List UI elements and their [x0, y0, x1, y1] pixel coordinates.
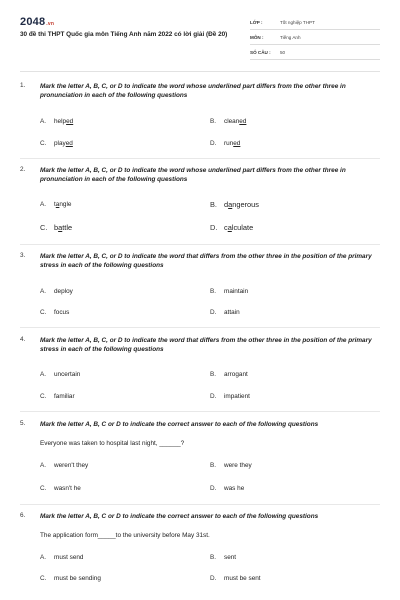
question-number: 5.: [20, 420, 26, 427]
option-d[interactable]: [210, 140, 240, 147]
option-text: focus: [54, 309, 70, 316]
question-prompt: Mark the letter A, B, C, or D to indicate the word that differs from the other three in the position of the primary stress in each of the following questions: [40, 253, 372, 270]
option-text: sent: [224, 554, 237, 561]
option-text: b: [54, 223, 59, 232]
meta-value: Tiếng Anh: [280, 34, 301, 40]
underlined-part: ed: [239, 118, 247, 125]
option-letter: B.: [210, 288, 217, 295]
option-text: play: [54, 140, 66, 147]
logo-suffix: .vn: [46, 21, 55, 27]
underlined-part: a: [55, 201, 60, 208]
option-d[interactable]: [210, 575, 261, 582]
option-c[interactable]: [40, 393, 75, 400]
question-3: [20, 252, 380, 330]
question-stem: The application form_____to the university before May 31st.: [40, 532, 210, 539]
option-text: ngle: [59, 201, 72, 208]
option-text: attain: [224, 309, 240, 316]
option-a[interactable]: [40, 118, 73, 125]
option-letter: D.: [210, 140, 217, 147]
question-prompt: Mark the letter A, B, C, or D to indicate the word whose underlined part differs from the other three in pronunciation in each of the following questions: [40, 83, 346, 100]
site-logo[interactable]: [20, 16, 54, 28]
question-number: 4.: [20, 336, 26, 343]
option-a[interactable]: [40, 201, 71, 208]
option-letter: C.: [40, 140, 47, 147]
question-divider: [20, 504, 380, 505]
question-prompt: Mark the letter A, B, C or D to indicate the correct answer to each of the following questions: [40, 513, 319, 520]
underlined-part: ed: [65, 140, 73, 147]
question-number: 2.: [20, 166, 26, 173]
logo-text: 2048: [20, 16, 46, 28]
option-letter: A.: [40, 118, 47, 125]
question-2: [20, 166, 380, 246]
question-4: [20, 336, 380, 414]
question-stem: Everyone was taken to hospital last night, ______?: [40, 440, 185, 447]
option-letter: B.: [210, 554, 217, 561]
option-letter: A.: [40, 554, 47, 561]
option-letter: D.: [210, 223, 218, 232]
option-text: weren't they: [54, 462, 89, 469]
meta-value: Tốt nghiệp THPT: [280, 19, 315, 25]
option-letter: B.: [210, 200, 217, 209]
option-text: t: [54, 201, 56, 208]
option-letter: A.: [40, 288, 47, 295]
option-letter: C.: [40, 309, 47, 316]
option-letter: B.: [210, 118, 217, 125]
option-letter: A.: [40, 201, 47, 208]
option-letter: D.: [210, 485, 217, 492]
meta-label: SỐ CÂU :: [250, 49, 271, 55]
option-b[interactable]: [210, 118, 246, 125]
option-text: must be sent: [224, 575, 261, 582]
option-text: uncertain: [54, 371, 81, 378]
option-text: was he: [224, 485, 245, 492]
option-text: impatient: [224, 393, 250, 400]
option-text: maintain: [224, 288, 249, 295]
option-letter: B.: [210, 371, 217, 378]
option-a[interactable]: [40, 462, 88, 469]
option-a[interactable]: [40, 288, 73, 295]
document-header: [0, 0, 400, 66]
option-letter: C.: [40, 485, 47, 492]
option-text: deploy: [54, 288, 73, 295]
option-letter: A.: [40, 371, 47, 378]
underlined-part: a: [58, 223, 63, 232]
option-b[interactable]: [210, 288, 248, 295]
option-text: run: [224, 140, 234, 147]
meta-row-class: [250, 15, 380, 30]
option-text: lculate: [231, 223, 254, 232]
option-c[interactable]: [40, 140, 73, 147]
option-c[interactable]: [40, 575, 101, 582]
header-divider: [20, 71, 380, 72]
question-number: 3.: [20, 252, 26, 259]
option-letter: A.: [40, 462, 47, 469]
underlined-part: a: [227, 223, 232, 232]
question-divider: [20, 244, 380, 245]
option-letter: D.: [210, 575, 217, 582]
option-text: ttle: [62, 223, 73, 232]
underlined-part: a: [228, 200, 233, 209]
option-letter: D.: [210, 393, 217, 400]
option-text: were they: [224, 462, 252, 469]
option-b[interactable]: [210, 200, 259, 209]
option-text: help: [54, 118, 67, 125]
option-b[interactable]: [210, 371, 248, 378]
option-letter: C.: [40, 393, 47, 400]
question-divider: [20, 411, 380, 412]
option-text: must send: [54, 554, 84, 561]
meta-value: 50: [280, 49, 286, 55]
option-c[interactable]: [40, 485, 81, 492]
question-prompt: Mark the letter A, B, C or D to indicate the correct answer to each of the following questions: [40, 421, 319, 428]
option-c[interactable]: [40, 223, 72, 232]
question-6: [20, 512, 380, 592]
question-number: 6.: [20, 512, 26, 519]
question-prompt: Mark the letter A, B, C, or D to indicate the word whose underlined part differs from the other three in pronunciation in each of the following questions: [40, 167, 346, 184]
option-b[interactable]: [210, 554, 236, 561]
question-divider: [20, 158, 380, 159]
question-divider: [20, 327, 380, 328]
question-number: 1.: [20, 82, 26, 89]
option-text: must be sending: [54, 575, 101, 582]
meta-label: LỚP :: [250, 19, 263, 25]
underlined-part: ed: [233, 140, 241, 147]
option-text: d: [224, 200, 229, 209]
meta-label: MÔN :: [250, 34, 264, 40]
option-a[interactable]: [40, 554, 83, 561]
option-text: ngerous: [232, 200, 259, 209]
option-d[interactable]: [210, 485, 244, 492]
option-text: clean: [224, 118, 240, 125]
option-letter: D.: [210, 309, 217, 316]
option-text: arrogant: [224, 371, 248, 378]
option-letter: C.: [40, 223, 48, 232]
meta-row-subject: [250, 30, 380, 45]
option-b[interactable]: [210, 462, 252, 469]
option-d[interactable]: [210, 223, 253, 232]
question-prompt: Mark the letter A, B, C, or D to indicate the word that differs from the other three in the position of the primary stress in each of the following questions: [40, 337, 372, 354]
option-d[interactable]: [210, 393, 250, 400]
option-text: wasn't he: [54, 485, 81, 492]
option-letter: C.: [40, 575, 47, 582]
option-d[interactable]: [210, 309, 240, 316]
option-a[interactable]: [40, 371, 80, 378]
question-5: [20, 420, 380, 506]
option-letter: B.: [210, 462, 217, 469]
underlined-part: ed: [66, 118, 74, 125]
question-1: [20, 82, 380, 160]
meta-panel: [250, 15, 380, 60]
option-text: c: [224, 223, 228, 232]
option-c[interactable]: [40, 309, 69, 316]
option-text: familiar: [54, 393, 75, 400]
meta-row-count: [250, 45, 380, 60]
document-title: 30 đề thi THPT Quốc gia môn Tiếng Anh năm 2022 có lời giải (Đề 20): [20, 31, 228, 38]
